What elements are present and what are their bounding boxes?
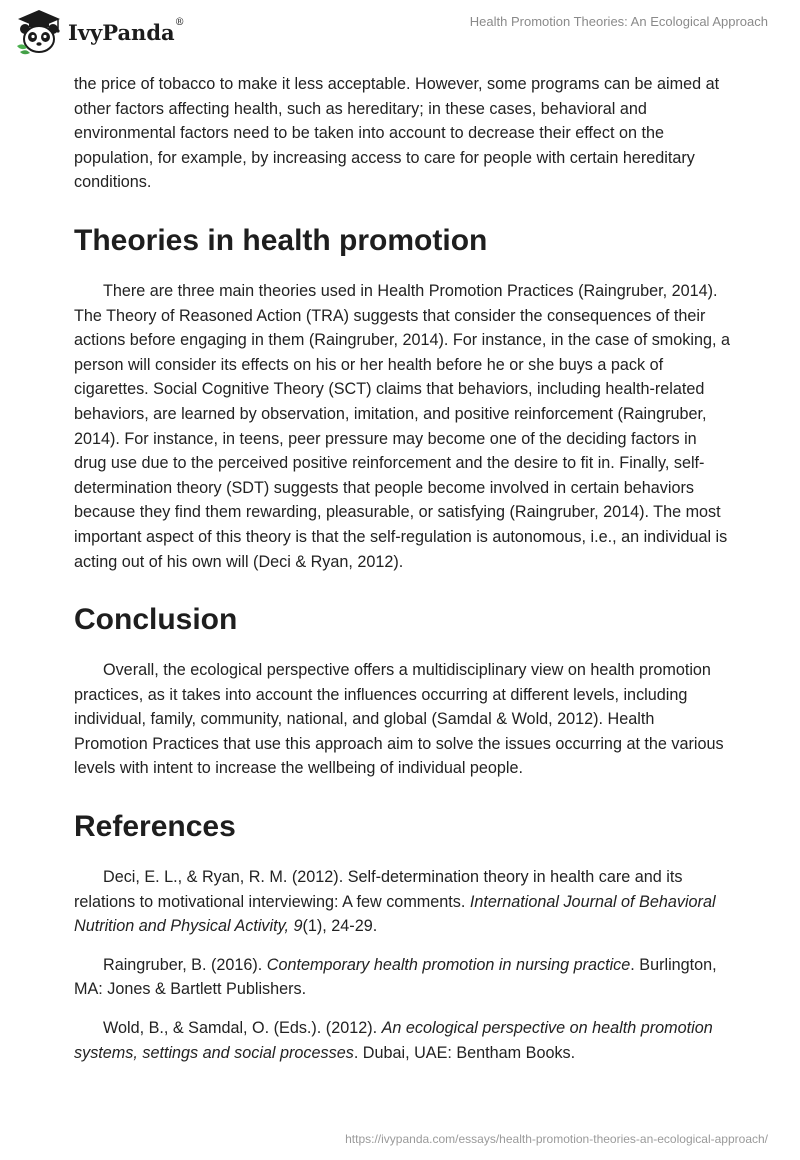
- reference-item: [74, 1016, 730, 1065]
- conclusion-paragraph: Overall, the ecological perspective offers a multidisciplinary view on health promotion practices, as it takes into account the influences occurring at different levels, including individual, family, community, national, and global (Samdal & Wold, 2012). Health Promotion Practices that use this approach aim to solve the issues occurring at the various levels with intent to increase the wellbeing of individual people.: [74, 661, 724, 778]
- reference-text: . Burlington, MA: Jones & Bartlett Publishers.: [74, 955, 717, 999]
- essay-content: [74, 72, 730, 1079]
- intro-paragraph: the price of tobacco to make it less acceptable. However, some programs can be aimed at other factors affecting health, such as hereditary; in these cases, behavioral and environmental factors need to be taken into account to decrease their effect on the population, for example, by increasing access to care for people with certain hereditary conditions.: [74, 75, 720, 192]
- references-heading: References: [74, 810, 236, 844]
- reference-source-title: An ecological perspective on health promotion systems, settings and social processes: [74, 1019, 713, 1062]
- source-url[interactable]: https://ivypanda.com/essays/health-promotion-theories-an-ecological-approach/: [345, 1132, 768, 1146]
- reference-text: Deci, E. L., & Ryan, R. M. (2012). Self-determination theory in health care and its relations to motivational interviewing: A few comments.: [74, 868, 683, 911]
- theories-heading: Theories in health promotion: [74, 223, 488, 257]
- page-header: [0, 0, 800, 70]
- reference-source-title: Contemporary health promotion in nursing practice: [266, 955, 631, 974]
- document-title: Health Promotion Theories: An Ecological Approach: [469, 14, 768, 29]
- reference-text: . Dubai, UAE: Bentham Books.: [353, 1043, 576, 1062]
- reference-text: (1), 24-29.: [302, 917, 378, 936]
- registered-mark: ®: [174, 16, 185, 28]
- reference-item: [74, 953, 730, 1002]
- reference-text: Wold, B., & Samdal, O. (Eds.). (2012).: [103, 1019, 382, 1038]
- conclusion-heading: Conclusion: [74, 603, 238, 637]
- reference-item: [74, 865, 730, 939]
- brand-logo[interactable]: [14, 8, 185, 56]
- brand-name: IvyPanda®: [68, 16, 185, 45]
- panda-graduate-logo-icon: [14, 8, 64, 56]
- theories-paragraph: There are three main theories used in Health Promotion Practices (Raingruber, 2014). The Theory of Reasoned Action (TRA) suggests that consider the consequences of their actions before engaging in them (Raingruber, 2014). For instance, in the case of smoking, a person will consider its effects on his or her health before he or she buys a pack of cigarettes. Social Cognitive Theory (SCT) claims that behaviors, including health-related behaviors, are learned by observation, imitation, and positive reinforcement (Raingruber, 2014). For instance, in teens, peer pressure may become one of the deciding factors in drug use due to the perceived positive reinforcement and the desire to fit in. Finally, self-determination theory (SDT) suggests that people become involved in certain behaviors because they find them rewarding, pleasurable, or satisfying (Raingruber, 2014). The most important aspect of this theory is that the self-regulation is autonomous, i.e., an individual is acting out of his own will (Deci & Ryan, 2012).: [74, 281, 730, 571]
- reference-text: Raingruber, B. (2016).: [103, 955, 267, 974]
- reference-source-title: International Journal of Behavioral Nutrition and Physical Activity, 9: [74, 892, 716, 936]
